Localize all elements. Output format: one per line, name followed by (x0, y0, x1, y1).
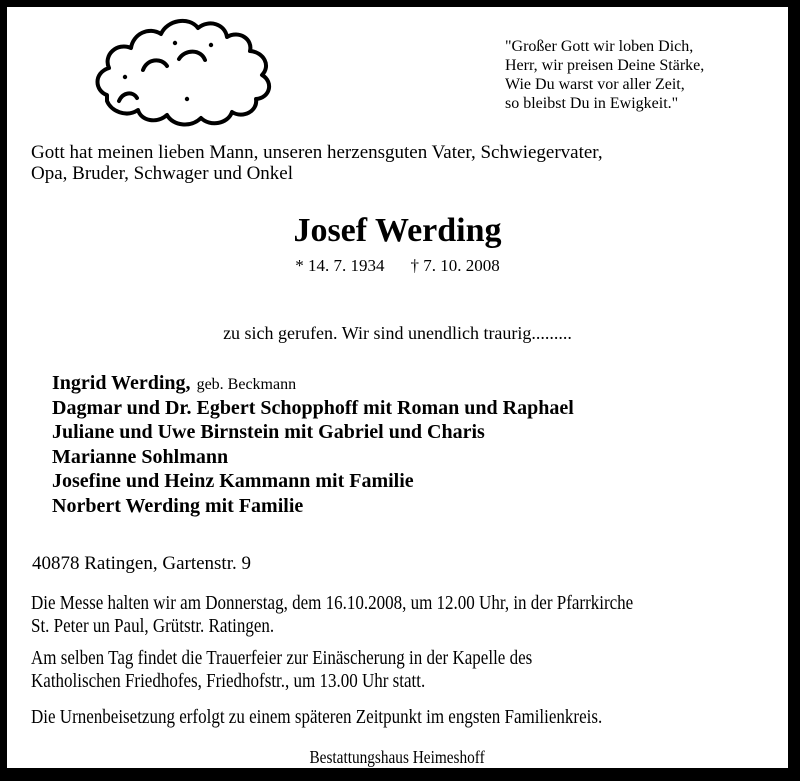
mourner-name: Dagmar und Dr. Egbert Schopphoff mit Roman und Raphael (52, 396, 574, 419)
quote-line: so bleibst Du in Ewigkeit." (505, 95, 679, 112)
funeral-home-signature (7, 747, 788, 768)
urn-info (31, 706, 602, 729)
quote-line: Wie Du warst vor aller Zeit, (505, 76, 685, 93)
funeral-home-name: Bestattungshaus Heimeshoff (309, 747, 486, 767)
cremation-info (31, 647, 532, 692)
mourner-row (52, 397, 580, 422)
cremation-info-line: Katholischen Friedhofes, Friedhofstr., um 13.00 Uhr statt. (31, 669, 426, 692)
mourner-row (52, 421, 580, 446)
life-dates (7, 256, 788, 276)
quote-line: "Großer Gott wir loben Dich, (505, 38, 694, 55)
mourner-name: Norbert Werding mit Familie (52, 494, 304, 517)
deceased-name: Josef Werding (293, 212, 502, 249)
memorial-quote (505, 37, 704, 113)
cremation-info-line: Am selben Tag findet die Trauerfeier zur Einäscherung in der Kapelle des (31, 647, 533, 669)
cloud-icon (83, 15, 273, 133)
mass-info-line: Die Messe halten wir am Donnerstag, dem 16.10.2008, um 12.00 Uhr, in der Pfarrkirche (31, 592, 634, 614)
mourner-list (52, 372, 580, 520)
mass-info (31, 592, 633, 637)
mourner-row (52, 495, 580, 520)
grief-line: zu sich gerufen. Wir sind unendlich traurig......... (223, 323, 572, 343)
mourner-name: Ingrid Werding, (52, 372, 191, 394)
birth-date: * 14. 7. 1934 (295, 256, 385, 275)
intro-line: Opa, Bruder, Schwager und Onkel (31, 163, 294, 184)
mourner-name: Juliane und Uwe Birnstein mit Gabriel und Charis (52, 421, 485, 444)
mourner-row (52, 372, 580, 397)
mourner-row (52, 446, 580, 471)
mourner-name: Josefine und Heinz Kammann mit Familie (52, 470, 414, 493)
mourner-name: Marianne Sohlmann (52, 445, 229, 468)
mourner-suffix: geb. Beckmann (196, 376, 297, 393)
urn-info-line: Die Urnenbeisetzung erfolgt zu einem späteren Zeitpunkt im engsten Familienkreis. (31, 706, 603, 728)
mourner-row (52, 470, 580, 495)
quote-line: Herr, wir preisen Deine Stärke, (505, 57, 705, 74)
address: 40878 Ratingen, Gartenstr. 9 (32, 553, 251, 574)
intro-text (31, 142, 603, 184)
mass-info-line: St. Peter un Paul, Grütstr. Ratingen. (31, 614, 275, 637)
death-date: † 7. 10. 2008 (410, 256, 500, 275)
intro-line: Gott hat meinen lieben Mann, unseren herzensguten Vater, Schwiegervater, (31, 142, 603, 163)
